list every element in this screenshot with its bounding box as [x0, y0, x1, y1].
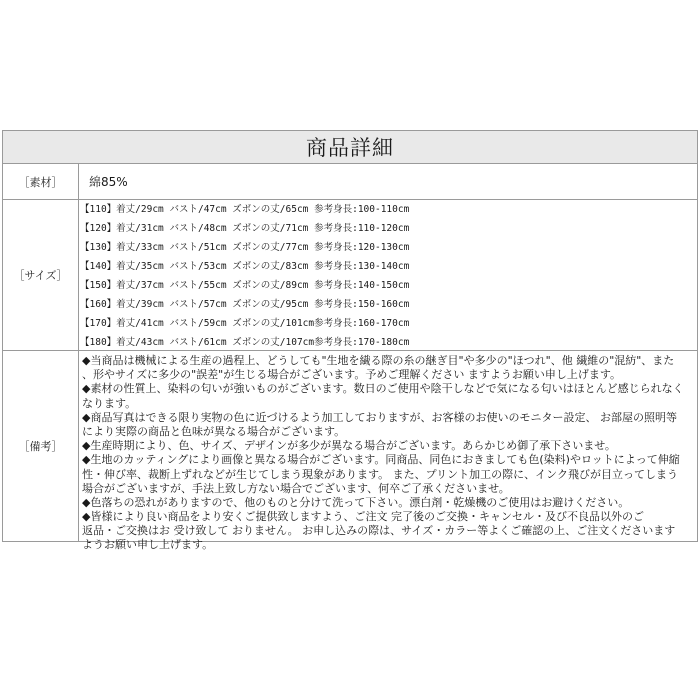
note-line: ◆当商品は機械による生産の過程上、どうしても"生地を繊る際の糸の継ぎ目"や多少の"ほつれ"、他 繊維の"混紡"、また: [82, 354, 675, 367]
note-line: ◆色落ちの恐れがありますので、他のものと分けて洗って下さい。漂白剤・乾燥機のご使用はお避けください。: [82, 495, 630, 509]
note-line: 性・伸び率、裁断上ずれなどが生じてしまう現象があります。 また、プリント加工の際に、インク飛びが目立ってしまう: [82, 467, 678, 481]
size-line-140: 【140】着丈/35cm バスト/53cm ズボンの丈/83cm 参考身長:130-140cm: [80, 261, 410, 272]
table-title: 商品詳細: [3, 131, 697, 164]
size-label: ［サイズ］: [3, 200, 79, 350]
note-line: ◆皆様により良い商品をより安くご提供致しますよう、ご注文 完了後のご交換・キャンセル・及び不良品以外のご: [82, 510, 644, 524]
notes-row: [3, 351, 697, 552]
size-line-170: 【170】着丈/41cm バスト/59cm ズボンの丈/101cm参考身長:160-170cm: [80, 318, 410, 329]
note-line: 、形やサイズに多少の"誤差"が生じる場合がございます。予めご理解ください ますようお願い申し上げます。: [82, 368, 621, 382]
size-line-180: 【180】着丈/43cm バスト/61cm ズボンの丈/107cm参考身長:170-180cm: [80, 337, 410, 348]
note-line: により実際の商品と色味が異なる場合がございます。: [82, 424, 346, 438]
product-detail-table: [2, 130, 698, 552]
size-line-160: 【160】着丈/39cm バスト/57cm ズボンの丈/95cm 参考身長:150-160cm: [80, 299, 410, 310]
note-line: ようお願い申し上げます。: [82, 538, 214, 552]
note-line: ◆生地のカッティングにより画像と異なる場合がございます。同商品、同色におきましても色(染料)やロットによって伸縮: [82, 453, 680, 467]
material-row: [3, 164, 697, 200]
note-line: 場合がございますが、手法上致し方ない場合でございます、何卒ご了承くださいませ。: [82, 481, 510, 495]
note-line: なります。: [82, 396, 137, 410]
note-line: ◆生産時期により、色、サイズ、デザインが多少が異なる場合がございます。あらかじめ御了承下さいませ。: [82, 439, 616, 453]
notes-label: ［備考］: [3, 351, 79, 541]
note-line: ◆素材の性質上、染料の匂いが強いものがございます。数日のご使用や陰干しなどで気になる匂いはほとんど感じられなく: [82, 382, 684, 396]
note-line: 返品・ご交換はお 受け致して おりません。 お申し込みの際は、サイズ・カラー等よくご確認の上、ご注文くださいます: [82, 524, 676, 538]
size-line-120: 【120】着丈/31cm バスト/48cm ズボンの丈/71cm 参考身長:110-120cm: [80, 223, 410, 234]
size-value-cell: [79, 200, 697, 350]
material-value: 綿85%: [89, 175, 128, 189]
notes-value-cell: [79, 351, 697, 552]
size-line-150: 【150】着丈/37cm バスト/55cm ズボンの丈/89cm 参考身長:140-150cm: [80, 280, 410, 291]
size-line-130: 【130】着丈/33cm バスト/51cm ズボンの丈/77cm 参考身長:120-130cm: [80, 242, 410, 253]
material-label: ［素材］: [3, 164, 79, 199]
material-value-cell: [79, 164, 697, 199]
size-row: [3, 200, 697, 351]
size-line-110: 【110】着丈/29cm バスト/47cm ズボンの丈/65cm 参考身長:100-110cm: [80, 204, 410, 215]
note-line: ◆商品写真はできる限り実物の色に近づけるよう加工しておりますが、お客様のお使いのモニター設定、 お部屋の照明等: [82, 410, 677, 424]
